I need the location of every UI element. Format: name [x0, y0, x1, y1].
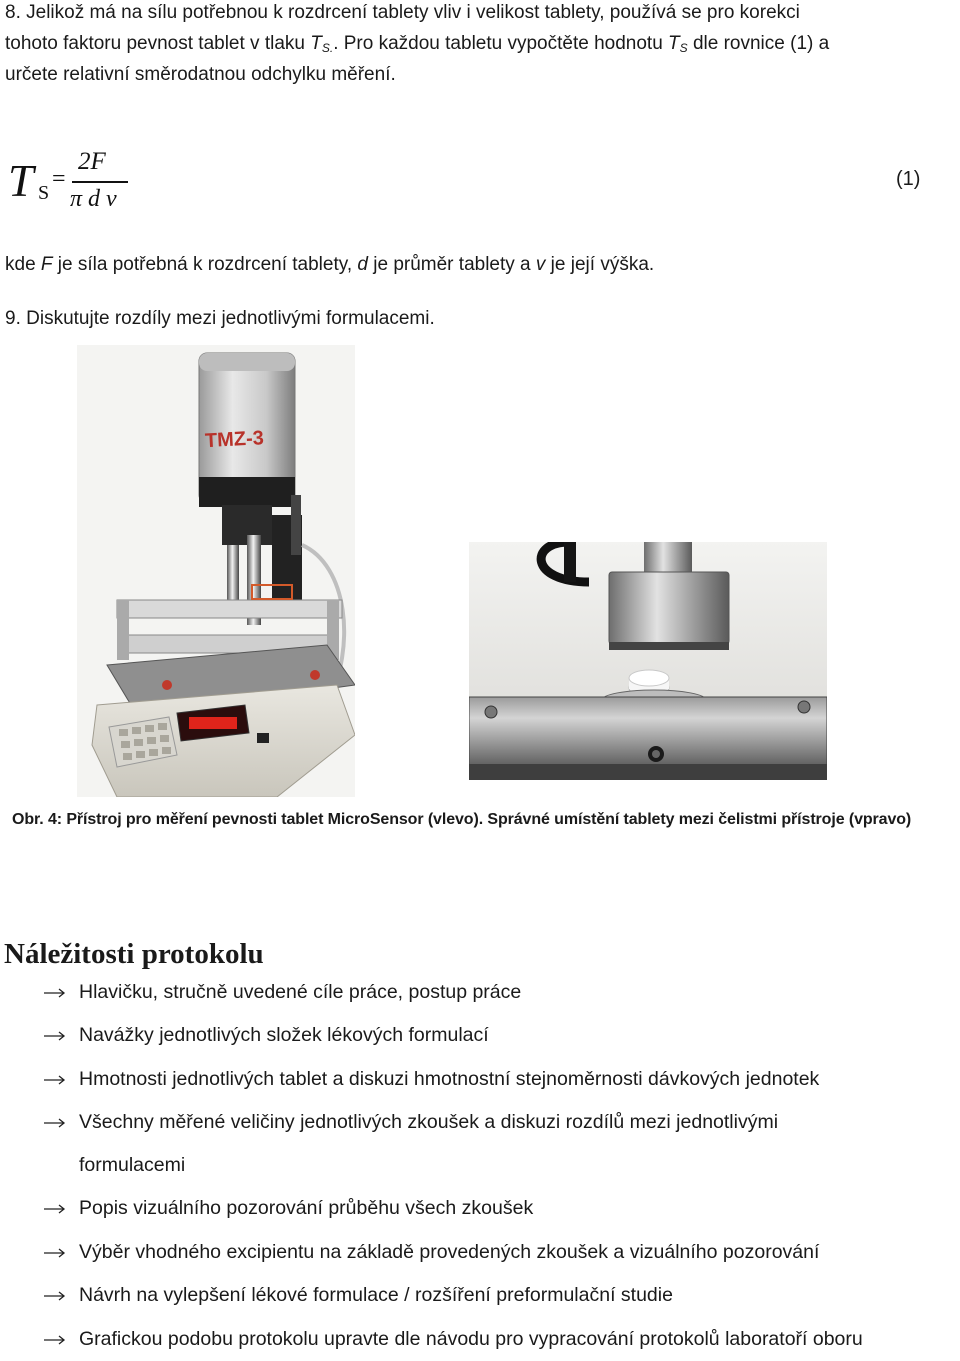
arrow-icon	[40, 1014, 70, 1057]
ts-symbol: T	[310, 33, 322, 54]
device-photo	[77, 345, 355, 797]
section-heading: Náležitosti protokolu	[4, 938, 264, 970]
intro-line-3: určete relativní směrodatnou odchylku měření.	[5, 64, 396, 85]
figure-caption: Obr. 4: Přístroj pro měření pevnosti tablet MicroSensor (vlevo). Správné umístění tablety mezi čelistmi přístroje (vpravo)	[12, 811, 912, 828]
ts-symbol-2: T	[668, 33, 680, 54]
intro-line-2: tohoto faktoru pevnost tablet v tlaku $T_{S.}$. Pro každou tabletu vypočtěte hodnotu $T_S$ dle rovnice (1) a	[5, 33, 830, 55]
arrow-icon	[40, 1187, 70, 1230]
equation	[8, 148, 138, 228]
device-label: TMZ-3	[204, 427, 265, 453]
arrow-icon	[40, 1058, 70, 1101]
arrow-icon	[40, 1101, 70, 1144]
equation-equals: =	[52, 166, 66, 192]
equation-lhs: T	[8, 155, 34, 206]
task-9: 9. Diskutujte rozdíly mezi jednotlivými formulacemi.	[5, 308, 435, 329]
fraction-bar	[72, 181, 128, 183]
arrow-icon	[40, 1231, 70, 1274]
tablet-placement-photo	[469, 542, 827, 780]
intro-line-1: 8. Jelikož má na sílu potřebnou k rozdrcení tablety vliv i velikost tablety, používá se pro korekci	[5, 2, 800, 23]
arrow-icon	[40, 971, 70, 1014]
equation-number: (1)	[896, 168, 921, 190]
equation-lhs-subscript: S	[38, 182, 50, 204]
equation-numerator: 2F	[78, 148, 106, 175]
arrow-icon	[40, 1274, 70, 1317]
equation-denominator: π d v	[70, 186, 117, 212]
variable-definitions: kde F je síla potřebná k rozdrcení tablety, d je průměr tablety a v je její výška.	[5, 254, 655, 275]
